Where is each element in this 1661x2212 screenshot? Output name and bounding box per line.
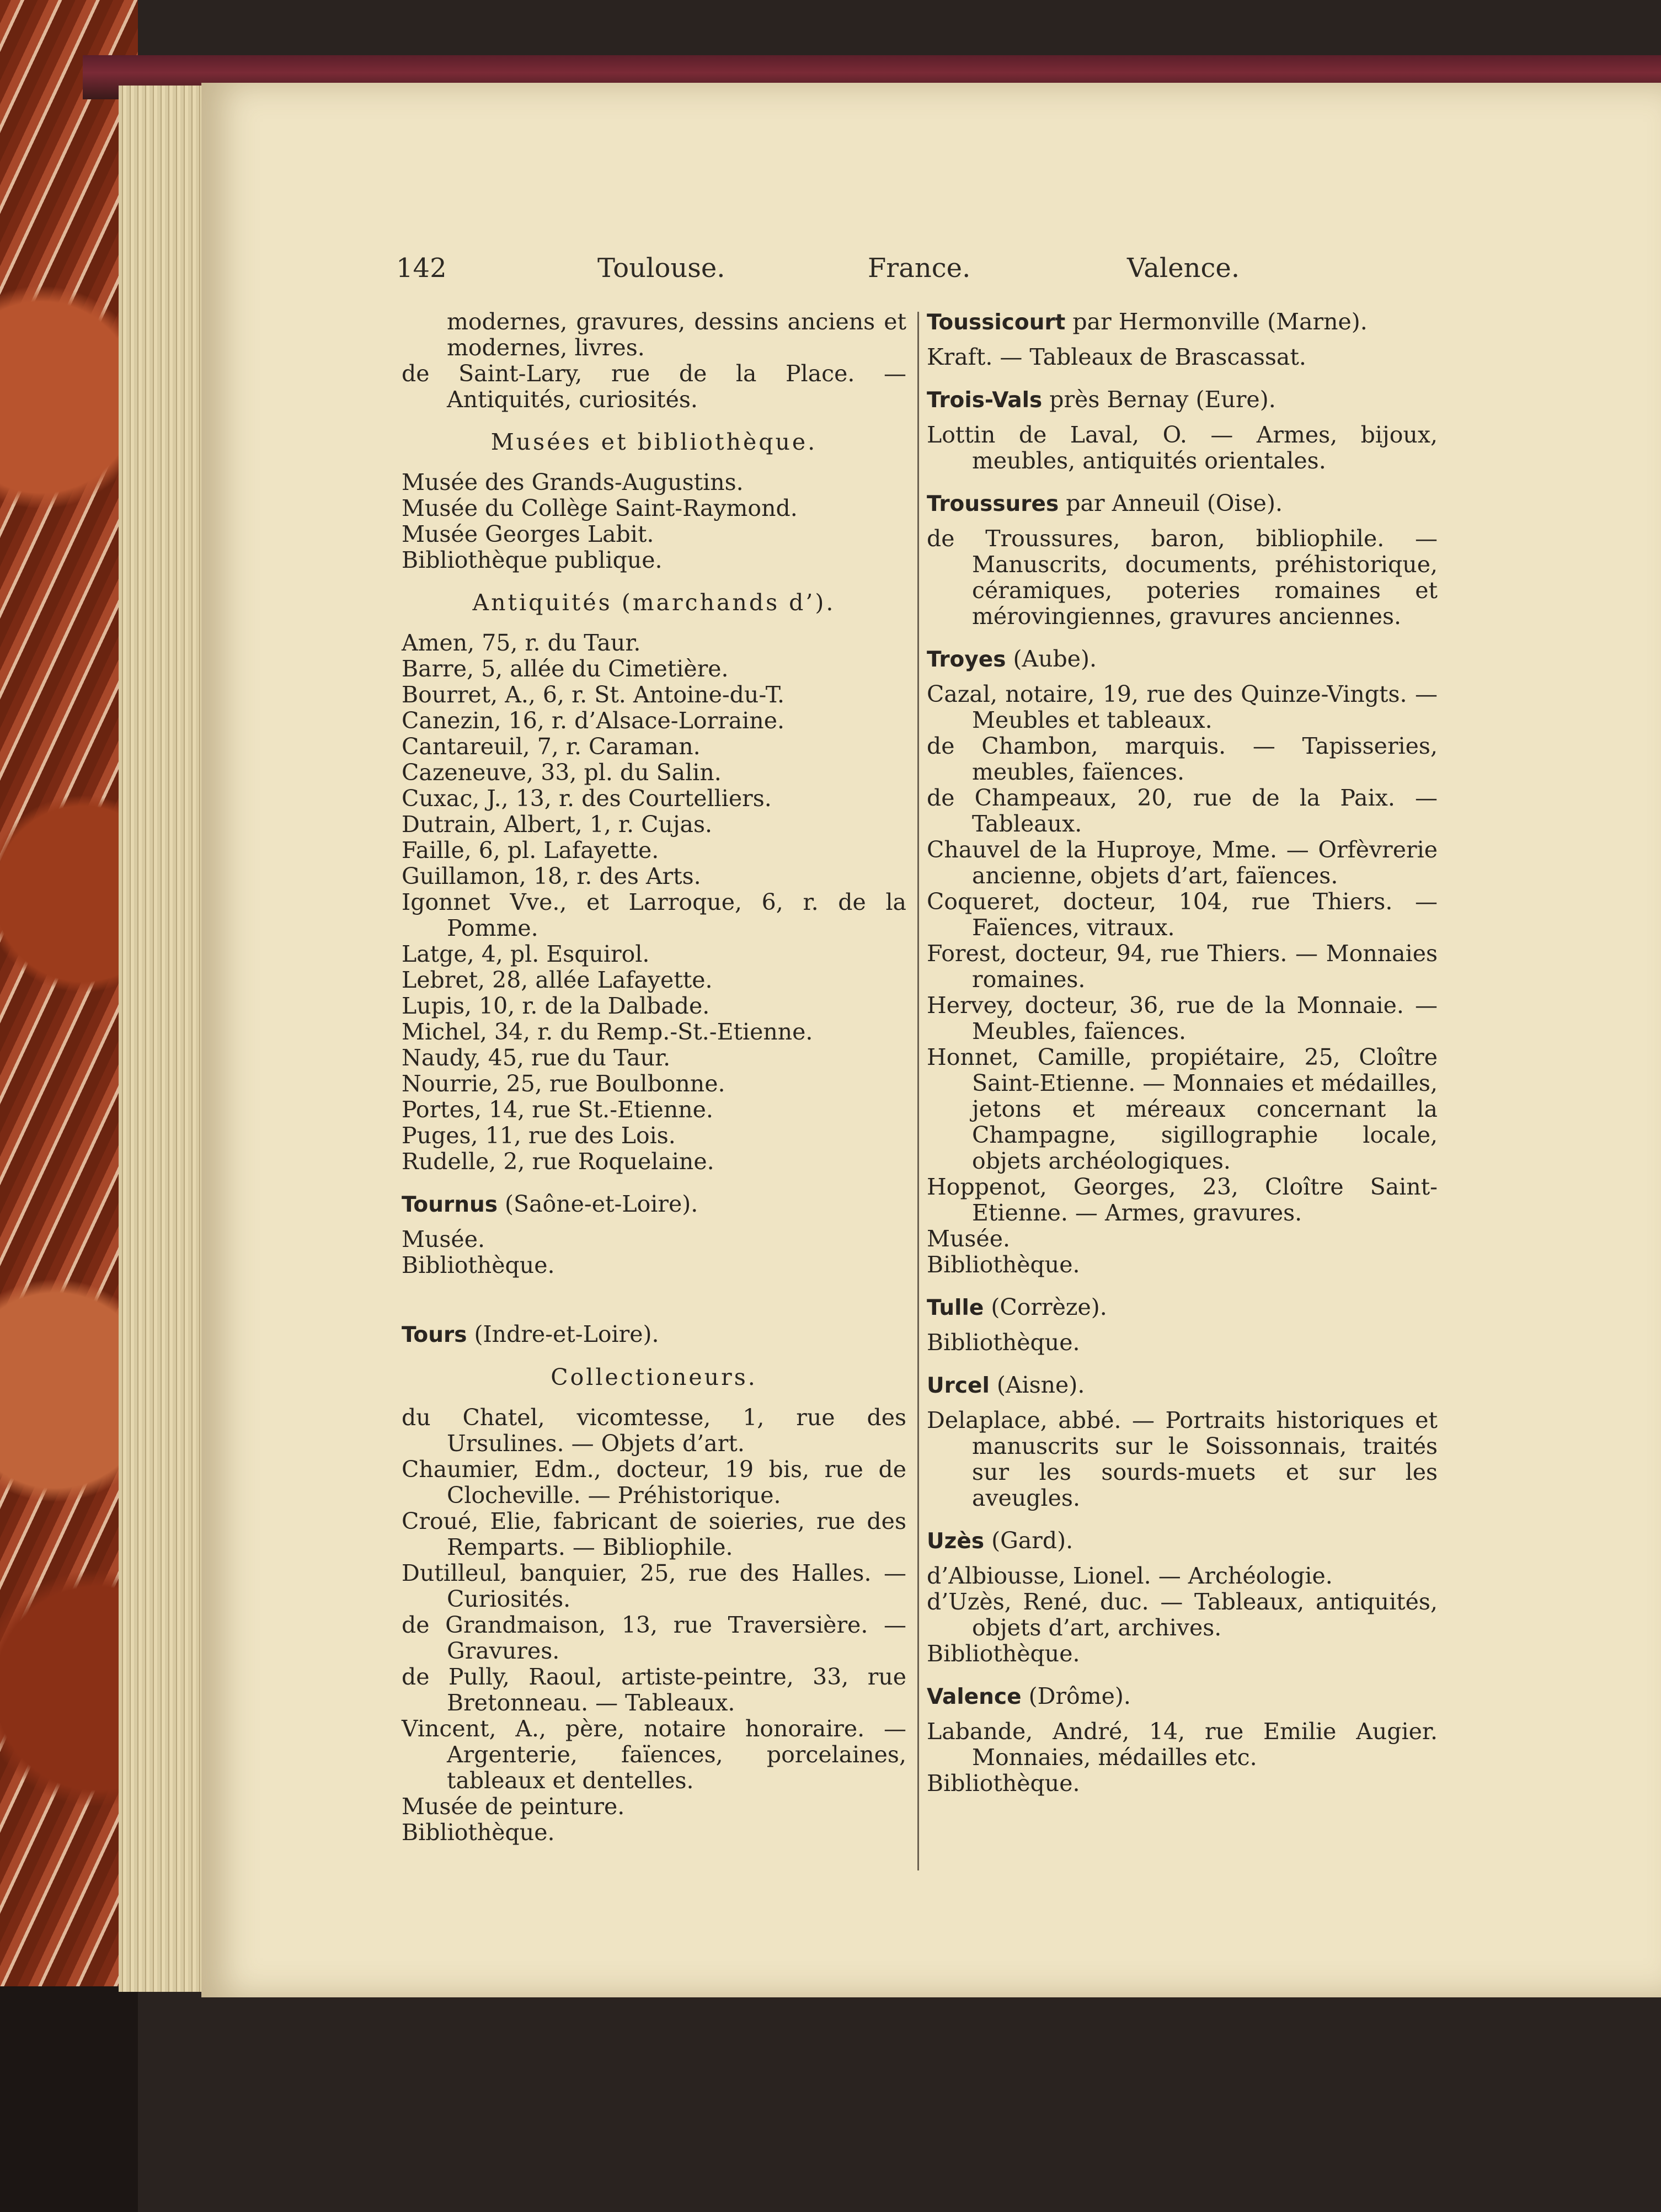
town-name: Urcel xyxy=(927,1373,990,1398)
town-name: Tournus xyxy=(402,1192,498,1217)
list-item: de Chambon, marquis. — Tapisseries, meubles, faïences. xyxy=(927,733,1438,785)
right-column xyxy=(927,309,1438,1797)
list-item: Michel, 34, r. du Remp.-St.-Etienne. xyxy=(402,1019,813,1045)
town-heading-tours xyxy=(402,1321,906,1348)
list-item: Chaumier, Edm., docteur, 19 bis, rue de Clocheville. — Préhistorique. xyxy=(402,1456,906,1509)
town-region: (Gard). xyxy=(991,1527,1073,1554)
cover-edge xyxy=(0,1986,138,2212)
town-heading-troyes xyxy=(927,646,1438,673)
list-item: Nourrie, 25, rue Boulbonne. xyxy=(402,1070,725,1097)
list-item: du Chatel, vicomtesse, 1, rue des Ursulines. — Objets d’art. xyxy=(402,1404,906,1457)
list-item: Rudelle, 2, rue Roquelaine. xyxy=(402,1148,714,1175)
list-item: Hoppenot, Georges, 23, Cloître Saint-Etienne. — Armes, gravures. xyxy=(927,1174,1438,1226)
list-item: Bibliothèque. xyxy=(402,1819,555,1846)
list-item: Puges, 11, rue des Lois. xyxy=(402,1122,676,1149)
marbled-cover xyxy=(0,0,138,1986)
town-name: Troussures xyxy=(927,492,1059,516)
list-item: Bibliothèque. xyxy=(927,1251,1080,1278)
list-item: modernes, gravures, dessins anciens et modernes, livres. xyxy=(447,308,906,361)
town-region: (Drôme). xyxy=(1028,1683,1131,1709)
list-item: Canezin, 16, r. d’Alsace-Lorraine. xyxy=(402,707,784,734)
section-heading: Antiquités (marchands d’). xyxy=(472,589,836,616)
section-heading: Collectioneurs. xyxy=(551,1364,757,1390)
list-item: de Champeaux, 20, rue de la Paix. — Tableaux. xyxy=(927,785,1438,837)
list-item: Bibliothèque. xyxy=(402,1252,555,1278)
town-name: Tours xyxy=(402,1323,467,1347)
left-column xyxy=(402,309,906,1846)
town-region: (Corrèze). xyxy=(991,1294,1107,1320)
list-item: Musée Georges Labit. xyxy=(402,521,654,547)
running-head-right: Valence. xyxy=(1127,253,1240,284)
list-item: Dutilleul, banquier, 25, rue des Halles. — Curiosités. xyxy=(402,1560,906,1612)
list-item: Dutrain, Albert, 1, r. Cujas. xyxy=(402,811,713,838)
town-region: (Aisne). xyxy=(996,1372,1085,1398)
list-item: Cazal, notaire, 19, rue des Quinze-Vingts. — Meubles et tableaux. xyxy=(927,681,1438,733)
list-item: Vincent, A., père, notaire honoraire. — Argenterie, faïences, porcelaines, tableaux et dentelles. xyxy=(402,1715,906,1794)
town-region: près Bernay (Eure). xyxy=(1049,386,1276,413)
list-item: Labande, André, 14, rue Emilie Augier. Monnaies, médailles etc. xyxy=(927,1718,1438,1771)
town-name: Toussicourt xyxy=(927,310,1066,335)
town-heading-trois-vals xyxy=(927,387,1438,413)
list-item: Bourret, A., 6, r. St. Antoine-du-T. xyxy=(402,681,785,708)
list-item: Barre, 5, allée du Cimetière. xyxy=(402,655,729,682)
town-name: Valence xyxy=(927,1685,1022,1709)
list-item: Lebret, 28, allée Lafayette. xyxy=(402,967,713,993)
list-item: Croué, Elie, fabricant de soieries, rue des Remparts. — Bibliophile. xyxy=(402,1508,906,1560)
town-heading-troussures xyxy=(927,491,1438,517)
list-item: Musée des Grands-Augustins. xyxy=(402,469,744,495)
list-item: Honnet, Camille, propiétaire, 25, Cloître Saint-Etienne. — Monnaies et médailles, jetons et méreaux concernant la Champagne, sigillographie locale, objets archéologiques. xyxy=(927,1044,1438,1174)
list-item: Chauvel de la Huproye, Mme. — Orfèvrerie ancienne, objets d’art, faïences. xyxy=(927,836,1438,889)
running-head xyxy=(396,253,1240,297)
list-item: Cazeneuve, 33, pl. du Salin. xyxy=(402,759,722,786)
list-item: Musée du Collège Saint-Raymond. xyxy=(402,495,798,521)
town-heading-uzes xyxy=(927,1528,1438,1554)
list-item: Forest, docteur, 94, rue Thiers. — Monnaies romaines. xyxy=(927,940,1438,993)
list-item: de Troussures, baron, bibliophile. — Manuscrits, documents, préhistorique, céramiques, poteries romaines et mérovingiennes, gravures anciennes. xyxy=(927,525,1438,630)
town-region: (Saône-et-Loire). xyxy=(505,1191,698,1217)
list-item: de Pully, Raoul, artiste-peintre, 33, rue Bretonneau. — Tableaux. xyxy=(402,1664,906,1716)
list-item: de Grandmaison, 13, rue Traversière. — Gravures. xyxy=(402,1612,906,1664)
list-item: Amen, 75, r. du Taur. xyxy=(402,630,641,656)
list-item: d’Albiousse, Lionel. — Archéologie. xyxy=(927,1563,1333,1589)
list-item: Musée. xyxy=(402,1226,485,1252)
list-item: Guillamon, 18, r. des Arts. xyxy=(402,863,701,889)
running-head-center: France. xyxy=(868,253,971,284)
list-item: Delaplace, abbé. — Portraits historiques et manuscrits sur le Soissonnais, traités sur les sourds-muets et sur les aveugles. xyxy=(927,1407,1438,1511)
list-item: Musée de peinture. xyxy=(402,1793,625,1820)
list-item: Bibliothèque. xyxy=(927,1770,1080,1797)
list-item: Musée. xyxy=(927,1225,1010,1252)
town-heading-tournus xyxy=(402,1191,906,1218)
town-heading-tulle xyxy=(927,1294,1438,1321)
list-item: Hervey, docteur, 36, rue de la Monnaie. — Meubles, faïences. xyxy=(927,992,1438,1044)
town-heading-urcel xyxy=(927,1372,1438,1399)
town-region: par Anneuil (Oise). xyxy=(1066,490,1283,516)
town-name: Troyes xyxy=(927,647,1006,672)
list-item: Kraft. — Tableaux de Brascassat. xyxy=(927,344,1306,370)
list-item: Naudy, 45, rue du Taur. xyxy=(402,1044,671,1071)
column-divider xyxy=(917,312,919,1870)
list-item: d’Uzès, René, duc. — Tableaux, antiquités, objets d’art, archives. xyxy=(927,1589,1438,1641)
town-region: (Indre-et-Loire). xyxy=(474,1321,659,1347)
list-item: Faille, 6, pl. Lafayette. xyxy=(402,837,659,864)
list-item: Latge, 4, pl. Esquirol. xyxy=(402,941,650,967)
list-item: Cantareuil, 7, r. Caraman. xyxy=(402,733,701,760)
list-item: Lupis, 10, r. de la Dalbade. xyxy=(402,993,710,1019)
page-number: 142 xyxy=(396,253,447,284)
town-heading-valence xyxy=(927,1683,1438,1710)
list-item: Coqueret, docteur, 104, rue Thiers. — Faïences, vitraux. xyxy=(927,888,1438,941)
town-name: Trois-Vals xyxy=(927,388,1043,413)
town-name: Uzès xyxy=(927,1529,985,1554)
list-item: de Saint-Lary, rue de la Place. — Antiquités, curiosités. xyxy=(402,360,906,413)
list-item: Cuxac, J., 13, r. des Courtelliers. xyxy=(402,785,772,812)
list-item: Bibliothèque publique. xyxy=(402,547,663,573)
town-name: Tulle xyxy=(927,1296,984,1320)
list-item: Bibliothèque. xyxy=(927,1640,1080,1667)
list-item: Portes, 14, rue St.-Etienne. xyxy=(402,1096,713,1123)
section-heading: Musées et bibliothèque. xyxy=(490,429,818,455)
list-item: Lottin de Laval, O. — Armes, bijoux, meubles, antiquités orientales. xyxy=(927,422,1438,474)
list-item: Igonnet Vve., et Larroque, 6, r. de la Pomme. xyxy=(402,889,906,941)
town-region: par Hermonville (Marne). xyxy=(1072,308,1368,335)
town-heading-toussicourt xyxy=(927,309,1438,335)
running-head-left: Toulouse. xyxy=(597,253,725,284)
town-region: (Aube). xyxy=(1013,646,1097,672)
list-item: Bibliothèque. xyxy=(927,1329,1080,1356)
page-edges xyxy=(119,86,212,1992)
